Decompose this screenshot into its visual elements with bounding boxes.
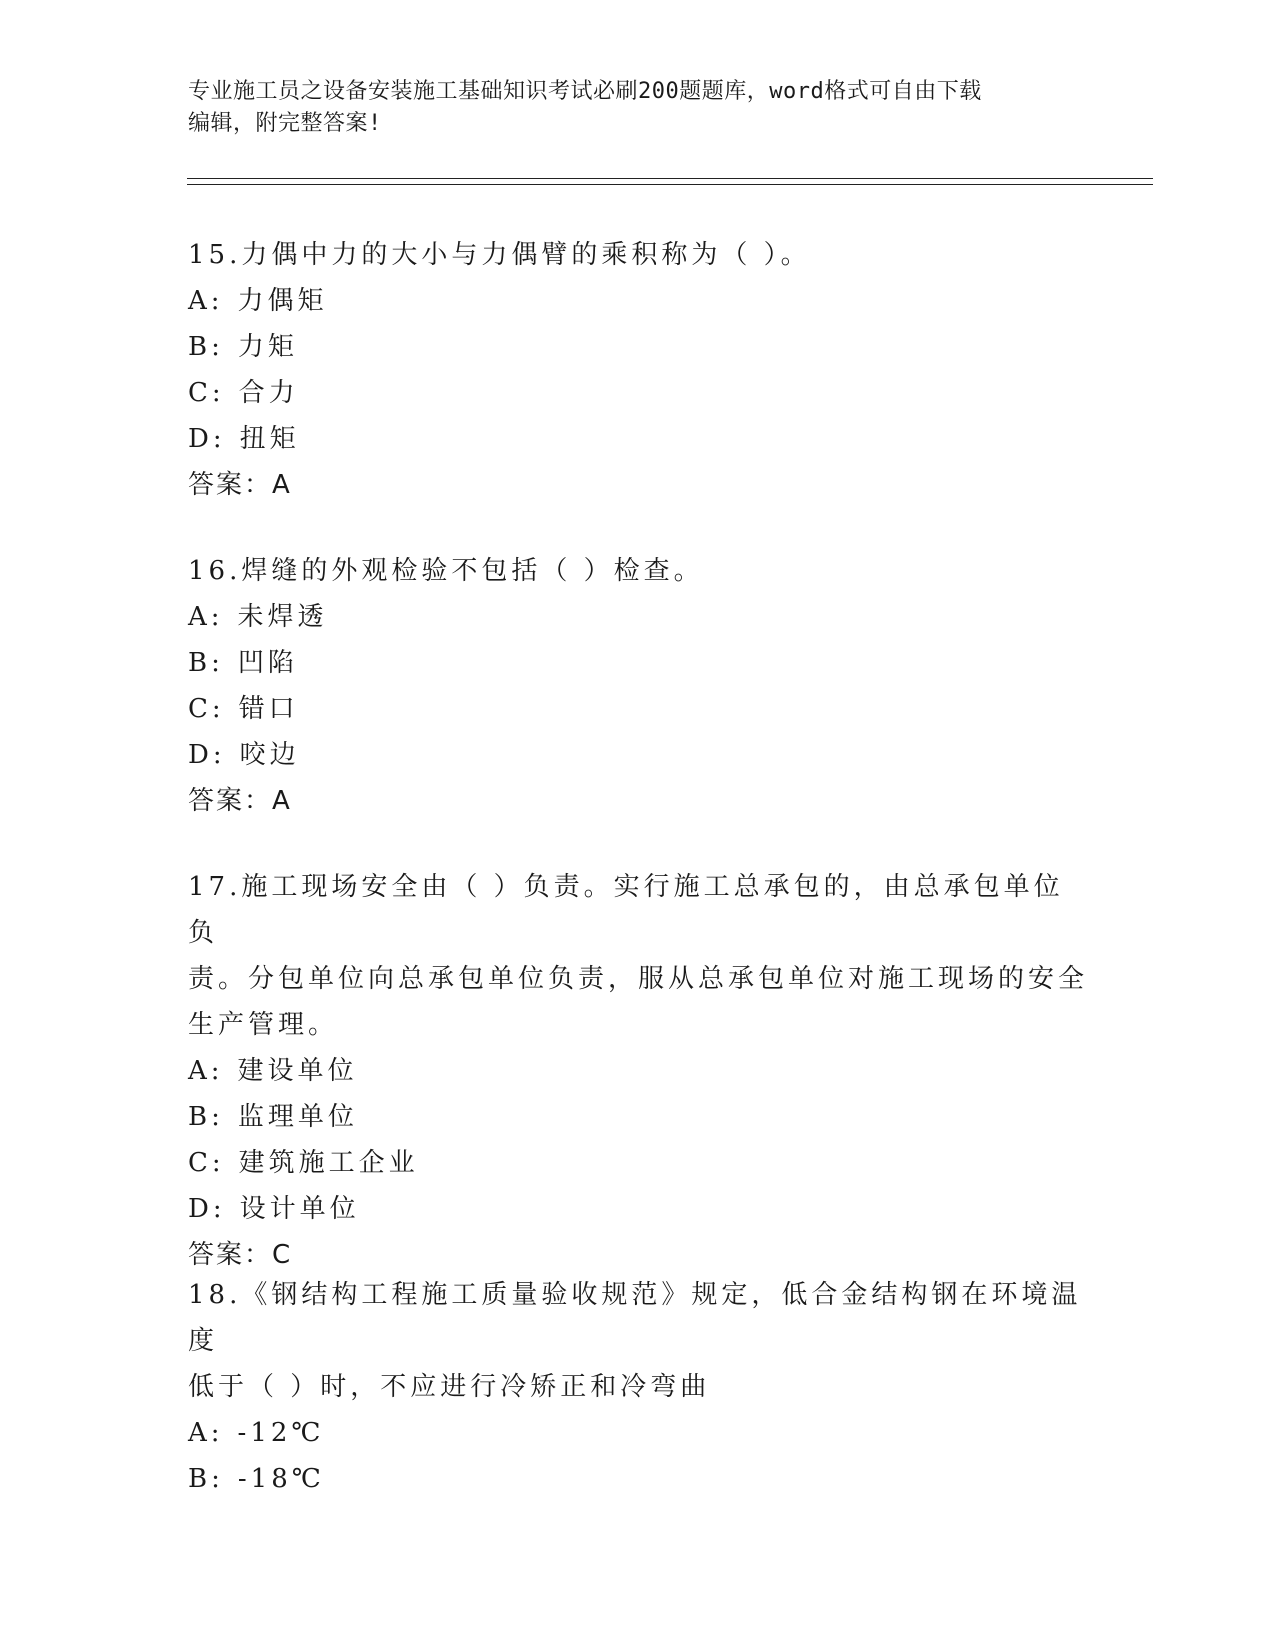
option-a <box>188 1048 1088 1094</box>
option-text: 力偶矩 <box>237 286 328 316</box>
option-key: C: <box>188 694 225 724</box>
question-18 <box>188 1272 1088 1502</box>
option-text: 未焊透 <box>237 602 328 632</box>
option-key: D: <box>188 424 226 454</box>
option-text: 扭矩 <box>239 424 300 454</box>
question-stem: 责。分包单位向总承包单位负责，服从总承包单位对施工现场的安全 <box>188 964 1089 994</box>
option-d <box>188 1186 1088 1232</box>
option-b <box>188 1456 1088 1502</box>
option-text: -18℃ <box>237 1464 325 1494</box>
question-stem: 生产管理。 <box>188 1010 339 1040</box>
question-stem: 低于（ ）时，不应进行冷矫正和冷弯曲 <box>188 1372 711 1402</box>
option-key: B: <box>188 1102 224 1132</box>
option-a <box>188 1410 1088 1456</box>
option-d <box>188 732 1088 778</box>
option-text: 咬边 <box>239 740 300 770</box>
option-key: D: <box>188 740 226 770</box>
option-text: 凹陷 <box>237 648 298 678</box>
option-c <box>188 1140 1088 1186</box>
option-key: C: <box>188 378 225 408</box>
option-b <box>188 640 1088 686</box>
option-text: 错口 <box>238 694 299 724</box>
option-key: B: <box>188 332 224 362</box>
question-stem: 17.施工现场安全由（ ）负责。实行施工总承包的，由总承包单位负 <box>188 872 1064 948</box>
answer-label: 答案：C <box>188 1240 293 1270</box>
option-key: D: <box>188 1194 226 1224</box>
option-text: -12℃ <box>237 1418 325 1448</box>
header-line-1: 专业施工员之设备安装施工基础知识考试必刷200题题库，word格式可自由下载 <box>188 79 982 104</box>
option-key: C: <box>188 1148 225 1178</box>
question-17 <box>188 864 1088 1278</box>
option-text: 监理单位 <box>237 1102 358 1132</box>
option-text: 合力 <box>238 378 299 408</box>
option-key: B: <box>188 1464 224 1494</box>
answer-label: 答案：A <box>188 470 292 500</box>
option-key: B: <box>188 648 224 678</box>
answer-label: 答案：A <box>188 786 292 816</box>
question-15 <box>188 232 1088 508</box>
option-c <box>188 686 1088 732</box>
option-text: 建设单位 <box>237 1056 358 1086</box>
header-divider-top <box>187 178 1153 179</box>
document-header <box>188 76 1068 140</box>
question-stem: 18.《钢结构工程施工质量验收规范》规定，低合金结构钢在环境温度 <box>188 1280 1082 1356</box>
option-a <box>188 594 1088 640</box>
option-key: A: <box>188 286 224 316</box>
header-divider-bottom <box>187 184 1153 185</box>
option-d <box>188 416 1088 462</box>
option-text: 力矩 <box>237 332 298 362</box>
option-key: A: <box>188 1056 224 1086</box>
option-key: A: <box>188 1418 224 1448</box>
option-b <box>188 1094 1088 1140</box>
question-stem: 16.焊缝的外观检验不包括（ ）检查。 <box>188 556 704 586</box>
question-stem: 15.力偶中力的大小与力偶臂的乘积称为（ ）。 <box>188 240 811 270</box>
header-line-2: 编辑，附完整答案! <box>188 111 382 136</box>
option-a <box>188 278 1088 324</box>
option-text: 设计单位 <box>239 1194 360 1224</box>
option-c <box>188 370 1088 416</box>
option-b <box>188 324 1088 370</box>
question-16 <box>188 548 1088 824</box>
option-text: 建筑施工企业 <box>238 1148 419 1178</box>
option-key: A: <box>188 602 224 632</box>
